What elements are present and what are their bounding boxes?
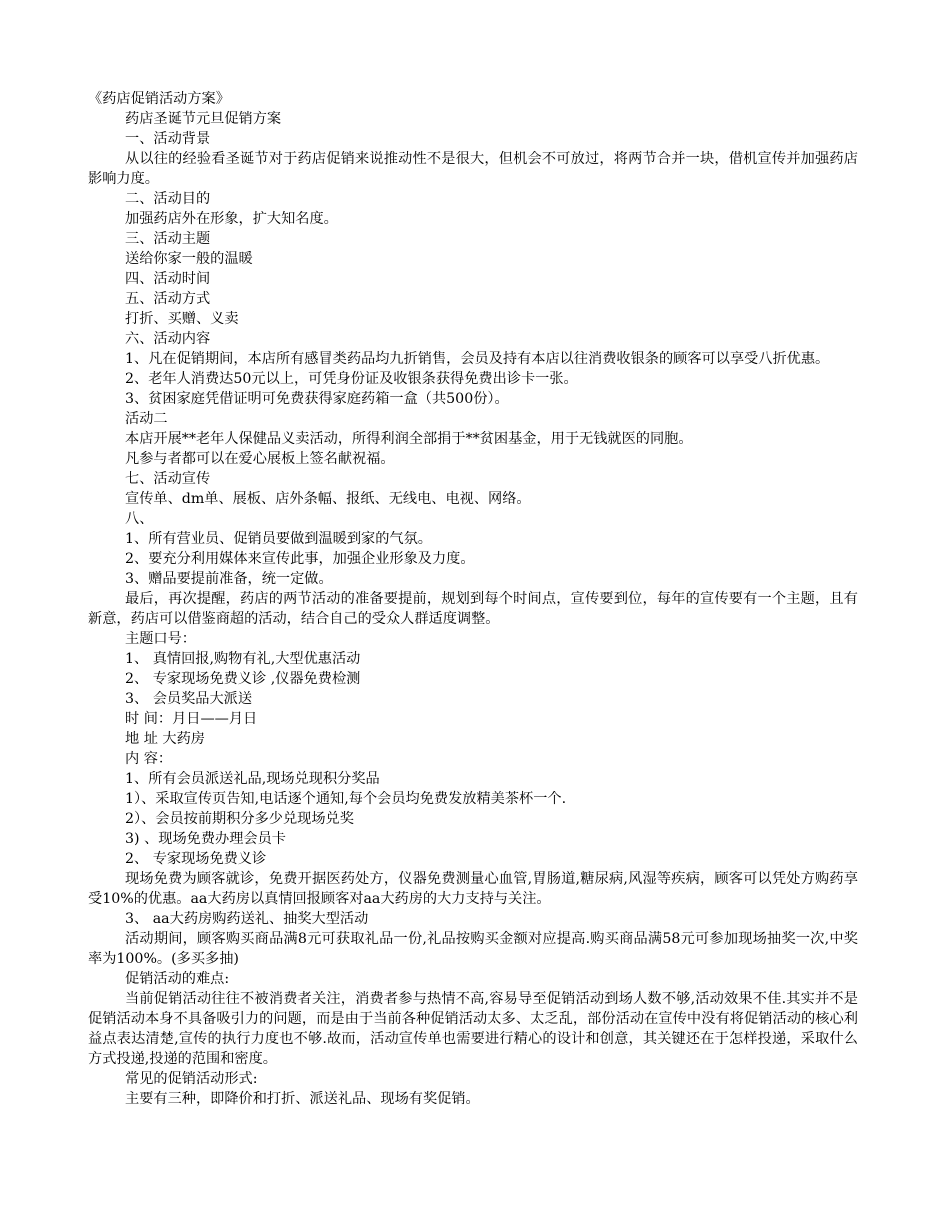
paragraph: 四、活动时间	[125, 271, 211, 287]
paragraph: 现场免费为顾客就诊，免费开据医药处方，仪器免费测量心血管,胃肠道,糖尿病,风湿等疾病，顾客可以凭处方购药享受10%的优惠。aa大药房以真情回报顾客对aa大药房的大力支持与关注。	[88, 871, 858, 907]
paragraph: 1）、采取宣传页告知,电话逐个通知,每个会员均免费发放精美茶杯一个.	[125, 791, 567, 807]
paragraph: 1、所有会员派送礼品,现场兑现积分奖品	[125, 771, 380, 787]
paragraph: 2、 专家现场免费义诊 ,仪器免费检测	[125, 671, 361, 687]
paragraph: 三、活动主题	[125, 231, 211, 247]
paragraph: 时 间：月日——月日	[125, 711, 258, 727]
paragraph: 二、活动目的	[125, 191, 211, 207]
paragraph: 3、贫困家庭凭借证明可免费获得家庭药箱一盒（共500份）。	[125, 391, 509, 407]
paragraph: 宣传单、dm单、展板、店外条幅、报纸、无线电、电视、网络。	[125, 491, 531, 507]
paragraph: 1、所有营业员、促销员要做到温暖到家的气氛。	[125, 531, 432, 547]
paragraph: 1、 真情回报,购物有礼,大型优惠活动	[125, 651, 361, 667]
paragraph: 八、	[125, 511, 154, 527]
paragraph: 打折、买赠、义卖	[125, 311, 239, 327]
paragraph: 最后，再次提醒，药店的两节活动的准备要提前，规划到每个时间点，宣传要到位，每年的宣传要有一个主题，且有新意，药店可以借鉴商超的活动，结合自己的受众人群适度调整。	[88, 591, 858, 627]
paragraph: 七、活动宣传	[125, 471, 211, 487]
paragraph: 2、要充分利用媒体来宣传此事，加强企业形象及力度。	[125, 551, 475, 567]
paragraph: 五、活动方式	[125, 291, 211, 307]
paragraph: 3、 aa大药房购药送礼、抽奖大型活动	[125, 911, 369, 927]
paragraph: 地 址 大药房	[125, 731, 205, 747]
paragraph: 送给你家一般的温暖	[125, 251, 253, 267]
paragraph: 本店开展**老年人保健品义卖活动，所得利润全部捐于**贫困基金，用于无钱就医的同胞。	[125, 431, 693, 447]
paragraph: 2、老年人消费达50元以上，可凭身份证及收银条获得免费出诊卡一张。	[125, 371, 578, 387]
paragraph: 从以往的经验看圣诞节对于药店促销来说推动性不是很大，但机会不可放过，将两节合并一块，借机宣传并加强药店影响力度。	[88, 151, 858, 187]
paragraph: 六、活动内容	[125, 331, 211, 347]
paragraph: 凡参与者都可以在爱心展板上签名献祝福。	[125, 451, 395, 467]
paragraph: 2、 专家现场免费义诊	[125, 851, 267, 867]
paragraph: 促销活动的难点:	[125, 971, 230, 987]
paragraph: 主要有三种，即降价和打折、派送礼品、现场有奖促销。	[125, 1091, 480, 1107]
paragraph: 3、 会员奖品大派送	[125, 691, 253, 707]
document-page	[88, 89, 858, 1109]
paragraph: 3) 、现场免费办理会员卡	[125, 831, 286, 847]
paragraph: 常见的促销活动形式:	[125, 1071, 258, 1087]
paragraph: 一、活动背景	[125, 131, 211, 147]
paragraph: 当前促销活动往往不被消费者关注，消费者参与热情不高,容易导至促销活动到场人数不够,活动效果不佳.其实并不是促销活动本身不具备吸引力的问题，而是由于当前各种促销活动太多、太乏乱，部份活动在宣传中没有将促销活动的核心利益点表达清楚,宣传的执行力度也不够.故而，活动宣传单也需要进行精心的设计和创意，其关键还在于怎样投递，采取什么方式投递,投递的范围和密度。	[88, 991, 858, 1067]
paragraph: 主题口号：	[125, 631, 196, 647]
paragraph: 1、凡在促销期间，本店所有感冒类药品均九折销售，会员及持有本店以往消费收银条的顾客可以享受八折优惠。	[125, 351, 830, 367]
paragraph: 加强药店外在形象，扩大知名度。	[125, 211, 338, 227]
paragraph: 2）、会员按前期积分多少兑现场兑奖	[125, 811, 354, 827]
paragraph: 活动二	[125, 411, 168, 427]
paragraph: 内 容：	[125, 751, 173, 767]
paragraph: 3、赠品要提前准备，统一定做。	[125, 571, 333, 587]
paragraph: 药店圣诞节元旦促销方案	[125, 111, 282, 127]
document-title: 《药店促销活动方案》	[88, 91, 230, 107]
paragraph: 活动期间，顾客购买商品满8元可获取礼品一份,礼品按购买金额对应提高.购买商品满58元可参加现场抽奖一次,中奖率为100%。(多买多抽)	[88, 931, 858, 967]
